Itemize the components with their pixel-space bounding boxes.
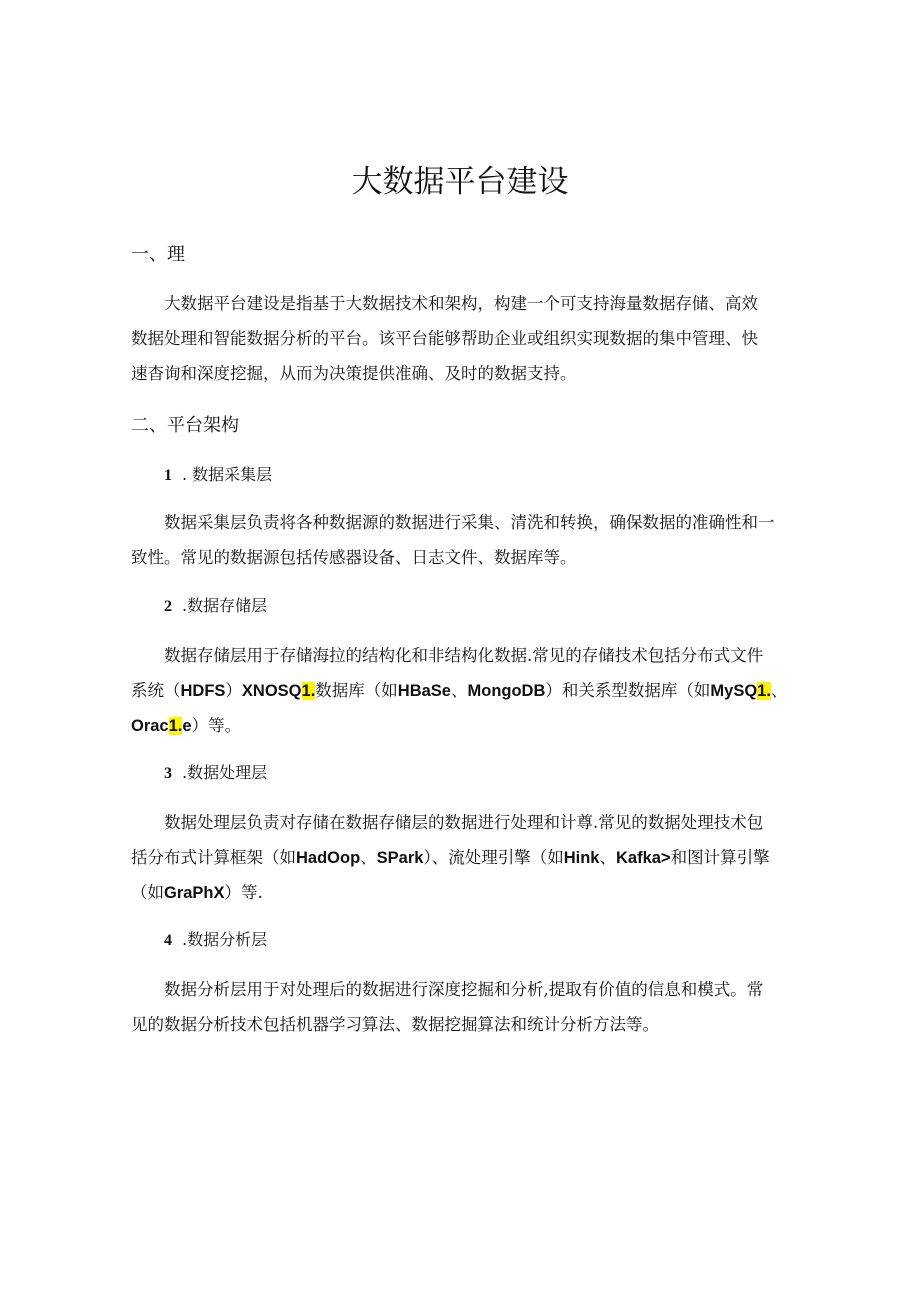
subsection-3-paragraph <box>131 805 793 910</box>
text-run: 和图计算引擎 <box>670 848 770 867</box>
term-hdfs: HDFS <box>180 682 226 700</box>
paragraph-line <box>131 875 793 910</box>
paragraph-line: 致性。常见的数据源包括传感器设备、日志文件、数据库等。 <box>131 548 577 567</box>
term-hadoop: HadOop <box>296 849 361 867</box>
subsection-2-heading <box>164 594 267 619</box>
paragraph-line: 见的数据分析技术包括机器学习算法、数据挖掘算法和统计分析方法等。 <box>131 1015 659 1034</box>
term-kafka: Kafka> <box>615 849 671 867</box>
subsection-title: .数据处理层 <box>182 763 268 782</box>
text-run: ） <box>225 681 242 700</box>
text-run: 、 <box>451 681 468 700</box>
text-run: 括分布式计算框架（如 <box>131 848 296 867</box>
subsection-2-paragraph <box>131 638 793 743</box>
paragraph-line: 大数据平台建设是指基于大数据技术和架构，构建一个可支持海量数据存储、高效 <box>164 294 758 313</box>
term-mongodb: MongoDB <box>467 682 546 700</box>
highlighted-text: 1. <box>301 682 316 700</box>
paragraph-line <box>131 840 793 875</box>
paragraph-line: 数据采集层负责将各种数据源的数据进行采集、清洗和转换，确保数据的准确性和一 <box>164 513 775 532</box>
text-run: ）和关系型数据库（如 <box>545 681 711 700</box>
text-run: ）等. <box>224 883 263 902</box>
paragraph-line: 数据处理和智能数据分析的平台。该平台能够帮助企业或组织实现数据的集中管理、快 <box>131 329 758 348</box>
text-run: 、 <box>770 681 788 700</box>
subsection-number: 4 <box>164 932 172 949</box>
subsection-1-paragraph <box>131 505 793 575</box>
term-oracle: e <box>182 717 192 735</box>
subsection-4-heading <box>164 928 267 953</box>
paragraph-line: 数据分析层用于对处理后的数据进行深度挖掘和分析,提取有价值的信息和模式。常 <box>164 980 764 999</box>
term-mysql: MySQ <box>710 682 758 700</box>
section-1-paragraph <box>131 286 793 391</box>
subsection-title: .数据分析层 <box>182 930 268 949</box>
paragraph-line: 数据存储层用于存储海拉的结构化和非结构化数据.常见的存储技术包括分布式文件 <box>164 646 764 665</box>
text-run: 系统（ <box>131 681 181 700</box>
text-run: ）等。 <box>191 716 242 735</box>
paragraph-line <box>131 673 793 708</box>
term-nosql: XNOSQ <box>241 682 302 700</box>
term-spark: SPark <box>376 849 424 867</box>
document-title: 大数据平台建设 <box>351 164 569 200</box>
text-run: 、 <box>360 848 377 867</box>
text-run: 数据库（如 <box>315 681 398 700</box>
term-graphx: GraPhX <box>164 884 225 902</box>
paragraph-line <box>131 708 793 743</box>
term-flink: Hink <box>563 849 600 867</box>
highlighted-text: 1. <box>168 717 183 735</box>
term-hbase: HBaSe <box>397 682 451 700</box>
subsection-4-paragraph <box>131 972 793 1042</box>
text-run: ）、流处理引擎（如 <box>423 848 564 867</box>
subsection-title: . 数据采集层 <box>182 465 273 484</box>
subsection-number: 2 <box>164 598 172 615</box>
term-oracle: Orac <box>131 717 169 735</box>
subsection-3-heading <box>164 761 267 786</box>
paragraph-line: 速杳询和深度挖掘，从而为决策提供准确、及时的数据支持。 <box>131 364 577 383</box>
paragraph-line: 数据处理层负责对存储在数据存储层的数据进行处理和计尊.常见的数据处理技术包 <box>164 813 764 832</box>
section-1-heading: 一、理 <box>131 244 185 265</box>
subsection-title: .数据存储层 <box>182 596 268 615</box>
subsection-number: 3 <box>164 765 172 782</box>
subsection-1-heading <box>164 463 272 488</box>
text-run: 、 <box>599 848 616 867</box>
text-run: （如 <box>131 883 164 902</box>
highlighted-text: 1. <box>757 682 771 700</box>
section-2-heading: 二、平台架构 <box>131 415 239 436</box>
subsection-number: 1 <box>164 467 172 484</box>
